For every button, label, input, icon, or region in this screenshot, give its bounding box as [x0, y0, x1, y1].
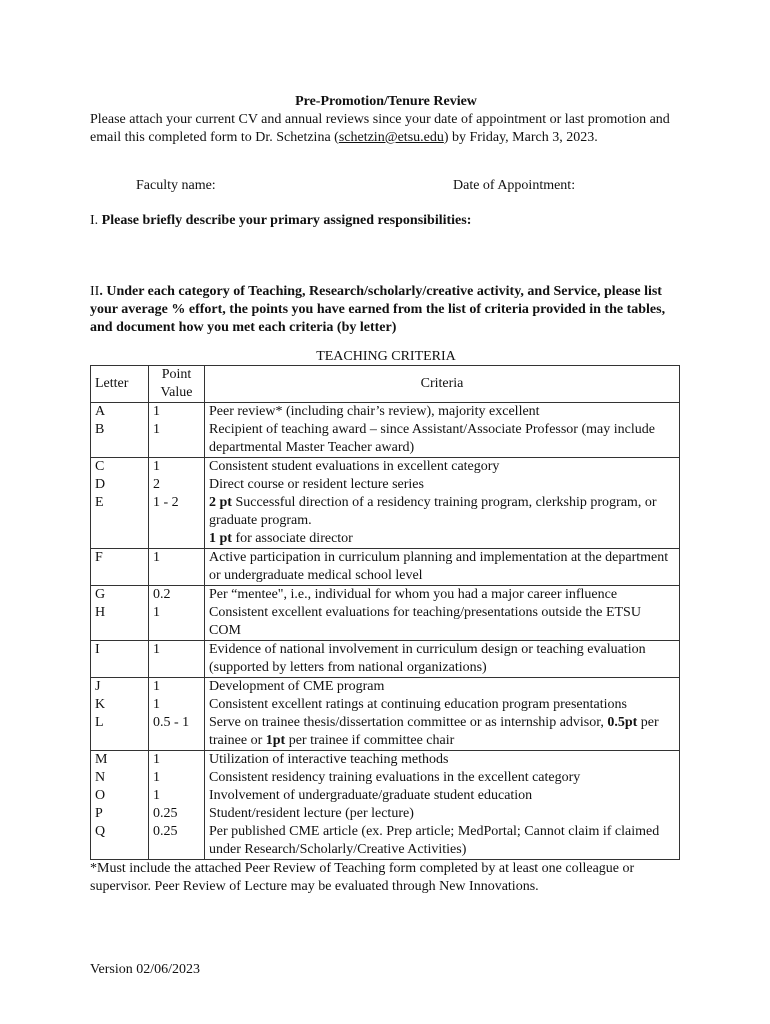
row-points: 0.25	[149, 805, 205, 823]
section-1-text: Please briefly describe your primary assigned responsibilities:	[101, 213, 472, 228]
table-footnote: *Must include the attached Peer Review of Teaching form completed by at least one colleague or supervisor. Peer Review of Lecture may be evaluated through New Innovations.	[90, 861, 635, 894]
row-points: 1	[149, 696, 205, 714]
teaching-criteria-table	[90, 365, 680, 860]
row-points: 1	[149, 678, 205, 697]
row-points: 1	[149, 769, 205, 787]
row-letter: B	[91, 421, 149, 458]
criteria-bold: 2 pt	[209, 495, 232, 510]
point-value-column-header: Point Value	[149, 366, 205, 403]
row-criteria	[205, 494, 680, 549]
row-points: 1	[149, 604, 205, 641]
row-criteria: Consistent residency training evaluations in the excellent category	[205, 769, 680, 787]
table-row	[91, 751, 680, 770]
table-row	[91, 805, 680, 823]
criteria-bold: 1 pt	[209, 531, 232, 546]
criteria-text: Serve on trainee thesis/dissertation committee or as internship advisor,	[209, 715, 608, 730]
criteria-column-header: Criteria	[205, 366, 680, 403]
criteria-bold: 0.5pt	[607, 715, 638, 730]
row-letter: Q	[91, 823, 149, 860]
row-criteria: Direct course or resident lecture series	[205, 476, 680, 494]
document-page	[90, 93, 682, 896]
row-points: 0.25	[149, 823, 205, 860]
table-row	[91, 769, 680, 787]
row-letter: K	[91, 696, 149, 714]
table-caption: TEACHING CRITERIA	[316, 349, 456, 364]
row-letter: N	[91, 769, 149, 787]
table-header-row	[91, 366, 680, 403]
row-points: 0.5 - 1	[149, 714, 205, 751]
table-row	[91, 549, 680, 586]
table-row	[91, 641, 680, 678]
row-letter: G	[91, 586, 149, 605]
row-letter: M	[91, 751, 149, 770]
row-letter: A	[91, 403, 149, 422]
row-letter: P	[91, 805, 149, 823]
date-of-appointment-label: Date of Appointment:	[453, 178, 576, 193]
row-letter: F	[91, 549, 149, 586]
section-2-heading	[90, 283, 682, 337]
row-letter: D	[91, 476, 149, 494]
row-criteria: Development of CME program	[205, 678, 680, 697]
row-criteria: Utilization of interactive teaching methods	[205, 751, 680, 770]
row-letter: J	[91, 678, 149, 697]
row-criteria: Consistent student evaluations in excellent category	[205, 458, 680, 477]
criteria-text: per trainee if committee chair	[285, 733, 455, 748]
table-row	[91, 604, 680, 641]
row-points: 1	[149, 787, 205, 805]
row-criteria: Active participation in curriculum planning and implementation at the department or undergraduate medical school level	[205, 549, 680, 586]
row-criteria: Consistent excellent ratings at continuing education program presentations	[205, 696, 680, 714]
criteria-text: for associate director	[231, 531, 353, 546]
table-row	[91, 421, 680, 458]
criteria-text: Successful direction of a residency training program, clerkship program, or graduate program.	[209, 495, 657, 528]
table-row	[91, 458, 680, 477]
row-criteria: Consistent excellent evaluations for teaching/presentations outside the ETSU COM	[205, 604, 680, 641]
row-criteria: Student/resident lecture (per lecture)	[205, 805, 680, 823]
instructions-paragraph	[90, 111, 682, 147]
row-criteria: Involvement of undergraduate/graduate student education	[205, 787, 680, 805]
criteria-text: per trainee or	[209, 715, 659, 748]
criteria-bold: 1pt	[265, 733, 286, 748]
row-points: 1	[149, 549, 205, 586]
section-1-numeral: I.	[90, 213, 102, 228]
table-row	[91, 678, 680, 697]
table-row	[91, 823, 680, 860]
identity-fields	[90, 177, 682, 195]
table-row	[91, 586, 680, 605]
faculty-name-label: Faculty name:	[136, 178, 216, 193]
letter-column-header: Letter	[91, 366, 149, 403]
row-points: 1	[149, 641, 205, 678]
page-title: Pre-Promotion/Tenure Review	[295, 94, 477, 109]
row-criteria: Peer review* (including chair’s review), majority excellent	[205, 403, 680, 422]
row-points: 1	[149, 403, 205, 422]
row-letter: C	[91, 458, 149, 477]
row-points: 2	[149, 476, 205, 494]
row-points: 1	[149, 421, 205, 458]
version-footer: Version 02/06/2023	[90, 962, 201, 977]
row-criteria: Recipient of teaching award – since Assistant/Associate Professor (may include departmental Master Teacher award)	[205, 421, 680, 458]
row-criteria	[205, 714, 680, 751]
section-2-numeral: II	[90, 284, 100, 299]
row-points: 0.2	[149, 586, 205, 605]
row-letter: L	[91, 714, 149, 751]
row-points: 1	[149, 458, 205, 477]
table-row	[91, 494, 680, 549]
table-row	[91, 714, 680, 751]
row-letter: I	[91, 641, 149, 678]
row-letter: H	[91, 604, 149, 641]
row-criteria: Evidence of national involvement in curriculum design or teaching evaluation (supported by letters from national organizations)	[205, 641, 680, 678]
row-letter: E	[91, 494, 149, 549]
row-criteria: Per published CME article (ex. Prep article; MedPortal; Cannot claim if claimed under Research/Scholarly/Creative Activities)	[205, 823, 680, 860]
section-2-text: . Under each category of Teaching, Research/scholarly/creative activity, and Service, please list your average % effort, the points you have earned from the list of criteria provided in the tables, and document how you met each criteria (by letter)	[90, 284, 666, 335]
table-row	[91, 787, 680, 805]
intro-text-after: ) by Friday, March 3, 2023.	[443, 130, 598, 145]
table-row	[91, 476, 680, 494]
section-1-heading	[90, 212, 682, 230]
table-row	[91, 403, 680, 422]
table-row	[91, 696, 680, 714]
intro-text-before: Please attach your current CV and annual reviews since your date of appointment or last promotion and email this completed form to Dr. Schetzina (	[90, 112, 670, 145]
row-points: 1	[149, 751, 205, 770]
row-points: 1 - 2	[149, 494, 205, 549]
row-criteria: Per “mentee", i.e., individual for whom you had a major career influence	[205, 586, 680, 605]
email-link[interactable]: schetzin@etsu.edu	[338, 130, 444, 145]
row-letter: O	[91, 787, 149, 805]
